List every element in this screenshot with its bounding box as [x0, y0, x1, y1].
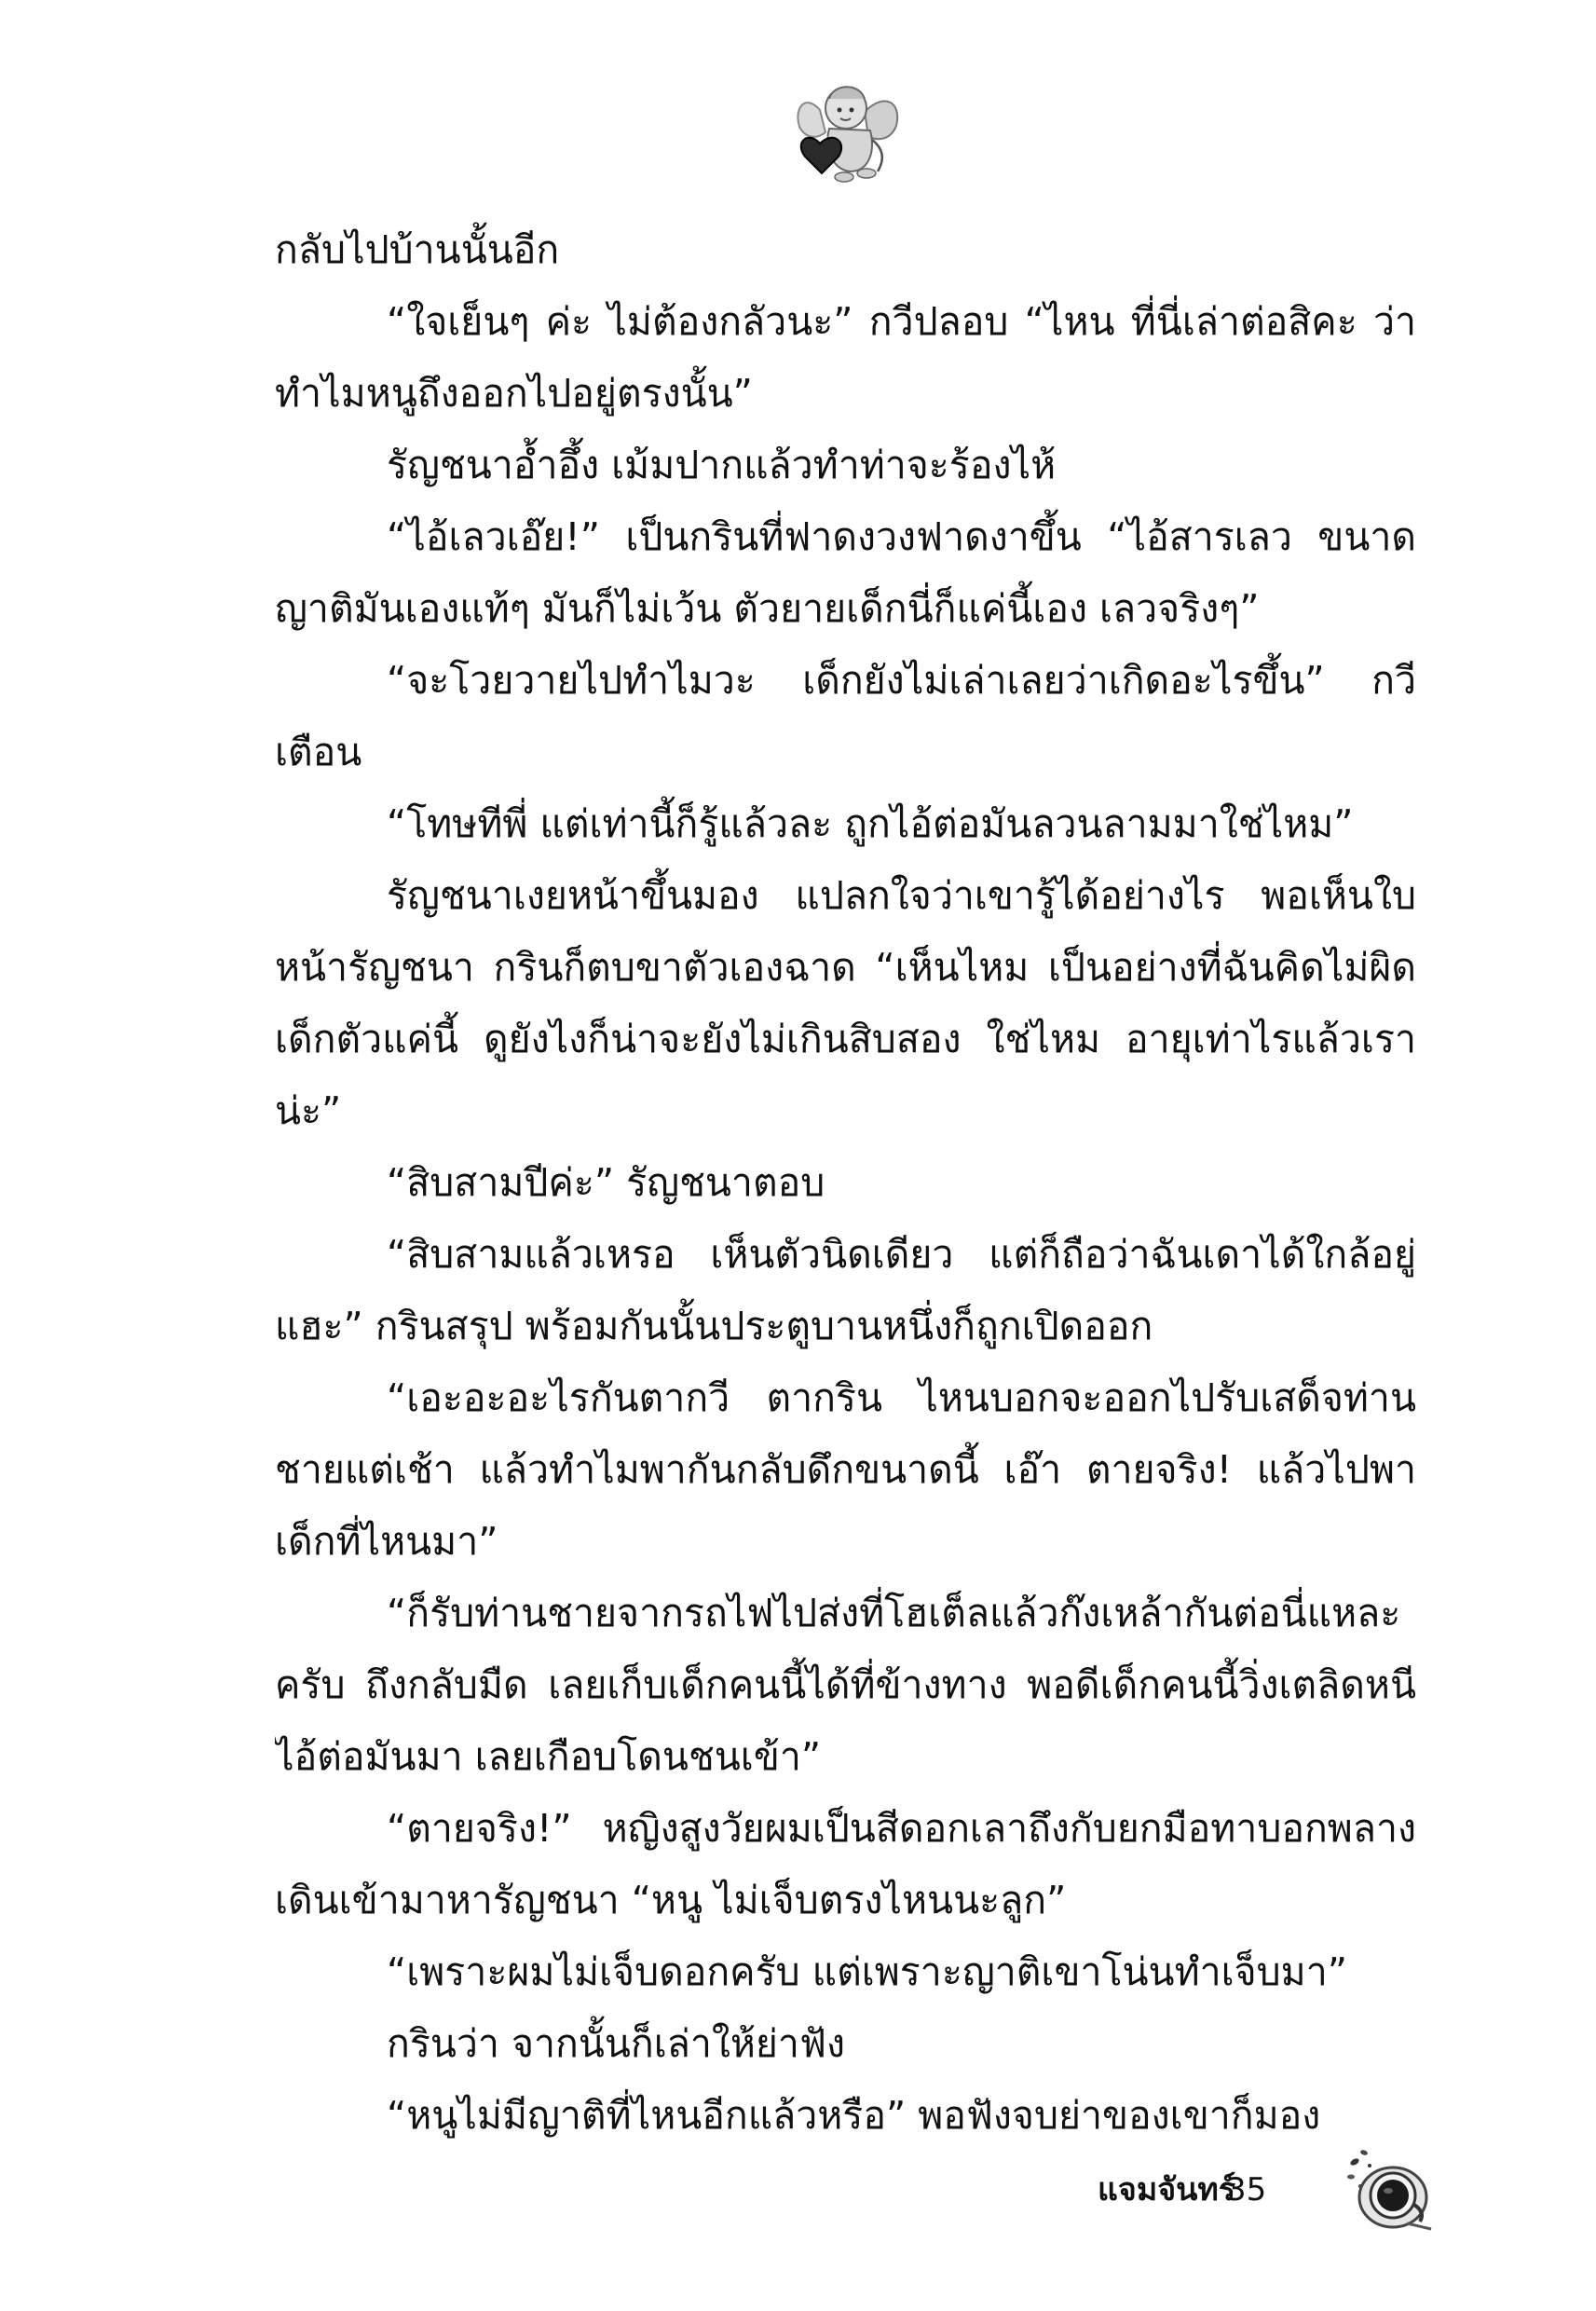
paragraph: “โทษทีพี่ แต่เท่านี้ก็รู้แล้วละ ถูกไอ้ต่อมันลวนลามมาใช่ไหม” [387, 801, 1354, 846]
cupid-with-heart-icon [792, 75, 904, 186]
paragraph: “ตายจริง!” หญิงสูงวัยผมเป็นสีดอกเลาถึงกับยกมือทาบอกพลางเดินเข้ามาหารัญชนา “หนู ไม่เจ็บตรงไหนนะลูก” [275, 1806, 1416, 1922]
paragraph: “สิบสามปีค่ะ” รัญชนาตอบ [387, 1160, 825, 1205]
paragraph: รัญชนาอ้ำอึ้ง เม้มปากแล้วทำท่าจะร้องไห้ [387, 443, 1057, 487]
paragraph: รัญชนาเงยหน้าขึ้นมอง แปลกใจว่าเขารู้ได้อย่างไร พอเห็นใบหน้ารัญชนา กรินก็ตบขาตัวเองฉาด “เห็นไหม เป็นอย่างที่ฉันคิดไม่ผิด เด็กตัวแค่นี้ ดูยังไงก็น่าจะยังไม่เกินสิบสอง ใช่ไหม อายุเท่าไรแล้วเราน่ะ” [275, 873, 1416, 1133]
paragraph: “เอะอะอะไรกันตากวี ตากริน ไหนบอกจะออกไปรับเสด็จท่านชายแต่เช้า แล้วทำไมพากันกลับดึกขนาดนี้ เอ๊า ตายจริง! แล้วไปพาเด็กที่ไหนมา” [275, 1375, 1416, 1564]
paragraph: “ก็รับท่านชายจากรถไฟไปส่งที่โฮเต็ลแล้วก๊งเหล้ากันต่อนี่แหละครับ ถึงกลับมืด เลยเก็บเด็กคนนี้ได้ที่ข้างทาง พอดีเด็กคนนี้วิ่งเตลิดหนีไอ้ต่อมันมา เลยเกือบโดนชนเข้า” [275, 1591, 1416, 1779]
paragraph: “ไอ้เลวเอ๊ย!” เป็นกรินที่ฟาดงวงฟาดงาขึ้น “ไอ้สารเลว ขนาดญาติมันเองแท้ๆ มันก็ไม่เว้น ตัวยายเด็กนี่ก็แค่นี้เอง เลวจริงๆ” [275, 514, 1416, 631]
book-title: แจมจันทร์ [1098, 2171, 1236, 2208]
page-number: 35 [1226, 2171, 1267, 2208]
paragraph: “ใจเย็นๆ ค่ะ ไม่ต้องกลัวนะ” กวีปลอบ “ไหน ที่นี่เล่าต่อสิคะ ว่าทำไมหนูถึงออกไปอยู่ตรงนั้น” [275, 299, 1416, 416]
paragraph: กรินว่า จากนั้นก็เล่าให้ย่าฟัง [387, 2021, 845, 2066]
page-footer [1062, 2143, 1491, 2236]
paragraph: กลับไปบ้านนั้นอีก [275, 227, 560, 272]
coffee-cup-icon [1342, 2143, 1435, 2236]
paragraph: “หนูไม่มีญาติที่ไหนอีกแล้วหรือ” พอฟังจบย่าของเขาก็มอง [387, 2093, 1321, 2138]
paragraph: “จะโวยวายไปทำไมวะ เด็กยังไม่เล่าเลยว่าเกิดอะไรขึ้น” กวีเตือน [275, 658, 1416, 774]
paragraph: “เพราะผมไม่เจ็บดอกครับ แต่เพราะญาติเขาโน่นทำเจ็บมา” [387, 1949, 1347, 1994]
paragraph: “สิบสามแล้วเหรอ เห็นตัวนิดเดียว แต่ก็ถือว่าฉันเดาได้ใกล้อยู่แฮะ” กรินสรุป พร้อมกันนั้นประตูบานหนึ่งก็ถูกเปิดออก [275, 1232, 1416, 1348]
page-body [275, 214, 1416, 2162]
